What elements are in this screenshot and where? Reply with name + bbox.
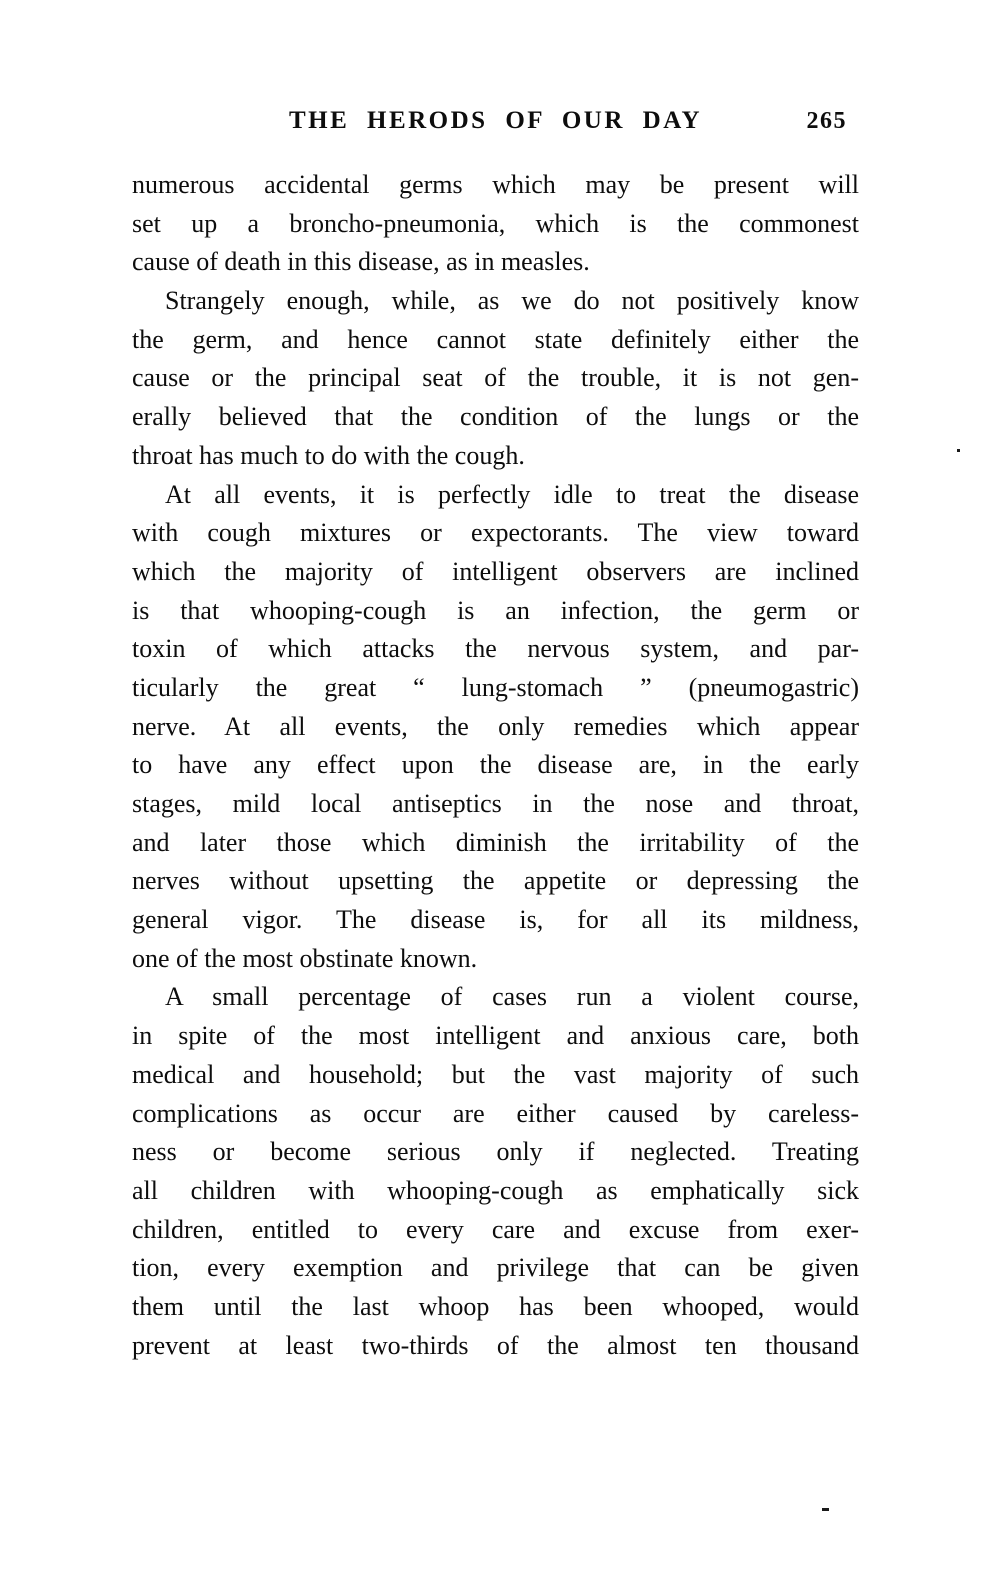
page-number: 265 <box>806 108 847 134</box>
scan-speck <box>957 449 960 452</box>
text-line: cause or the principal seat of the trouble, it is not gen- <box>132 363 859 393</box>
text-line: is that whooping-cough is an infection, the germ or <box>132 595 859 625</box>
running-header <box>132 103 859 139</box>
text-line: toxin of which attacks the nervous system, and par- <box>132 634 859 664</box>
text-line: one of the most obstinate known. <box>132 943 478 973</box>
text-line: and later those which diminish the irritability of the <box>132 827 859 857</box>
text-line: children, entitled to every care and excuse from exer- <box>132 1214 859 1244</box>
text-line: At all events, it is perfectly idle to treat the disease <box>165 479 859 509</box>
page-text <box>132 166 859 1365</box>
text-line: prevent at least two-thirds of the almost ten thousand <box>132 1330 859 1360</box>
text-line: the germ, and hence cannot state definitely either the <box>132 324 859 354</box>
text-line: to have any effect upon the disease are, in the early <box>132 750 859 780</box>
text-line: medical and household; but the vast majority of such <box>132 1059 859 1089</box>
text-line: general vigor. The disease is, for all its mildness, <box>132 905 859 935</box>
text-line: stages, mild local antiseptics in the nose and throat, <box>132 789 859 818</box>
text-line: set up a broncho-pneumonia, which is the commonest <box>132 208 859 238</box>
scan-speck <box>822 1508 829 1511</box>
text-line: with cough mixtures or expectorants. The view toward <box>132 518 859 548</box>
text-line: A small percentage of cases run a violent course, <box>165 982 859 1012</box>
chapter-title: THE HERODS OF OUR DAY <box>288 107 703 134</box>
text-line: in spite of the most intelligent and anxious care, both <box>132 1021 859 1051</box>
text-line: Strangely enough, while, as we do not positively know <box>165 286 859 316</box>
text-line: erally believed that the condition of the lungs or the <box>132 402 859 432</box>
text-line: which the majority of intelligent observers are inclined <box>132 556 859 586</box>
text-line: all children with whooping-cough as emphatically sick <box>132 1175 859 1205</box>
text-line: throat has much to do with the cough. <box>132 440 525 470</box>
text-line: ticularly the great “ lung-stomach ” (pneumogastric) <box>132 672 859 702</box>
text-line: nerves without upsetting the appetite or depressing the <box>132 866 859 896</box>
text-line: numerous accidental germs which may be present will <box>132 170 859 199</box>
text-line: cause of death in this disease, as in measles. <box>132 247 590 277</box>
text-line: tion, every exemption and privilege that can be given <box>132 1253 859 1283</box>
text-line: them until the last whoop has been whooped, would <box>132 1291 859 1321</box>
text-line: complications as occur are either caused by careless- <box>132 1098 859 1128</box>
text-line: ness or become serious only if neglected. Treating <box>132 1137 859 1167</box>
text-line: nerve. At all events, the only remedies which appear <box>132 711 859 741</box>
